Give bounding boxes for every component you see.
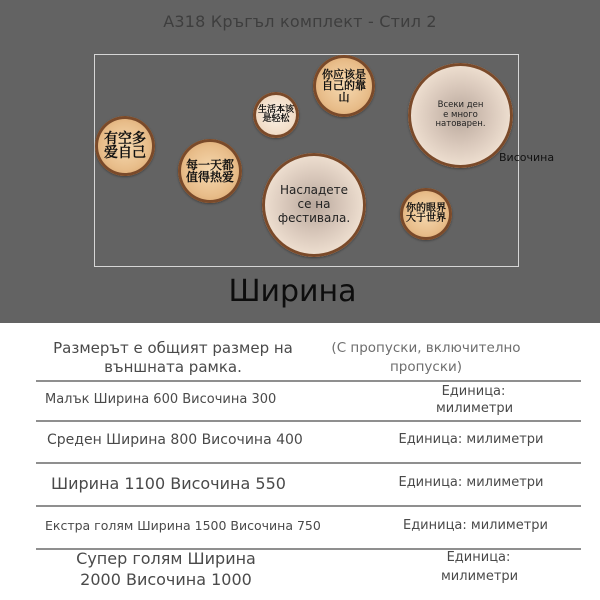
slice-caption: Всеки ден е много натоварен. (435, 99, 486, 130)
table-row (36, 548, 581, 592)
unit-cell: Единица: милиметри (398, 432, 544, 447)
size-table (0, 323, 600, 600)
unit-cell: Единица: милиметри (402, 518, 549, 533)
header-note: Размерът е общият размер на външната рамка. (53, 339, 293, 376)
wood-slice-4 (313, 55, 375, 117)
product-title: A318 Кръгъл комплект - Стил 2 (163, 12, 437, 31)
calligraphy-text: 每一天都值得热爱 (185, 157, 234, 184)
unit-cell: Единица: милиметри (441, 550, 519, 584)
calligraphy-text: 你的眼界大于世界 (406, 202, 446, 224)
table-header (36, 339, 581, 379)
wood-slice-1 (95, 116, 155, 176)
size-cell: Ширина 1100 Височина 550 (51, 474, 286, 493)
calligraphy-text: 你应该是自己的靠山 (322, 68, 366, 104)
calligraphy-text: 有空多爱自己 (104, 130, 146, 161)
unit-cell: Единица: милиметри (398, 475, 544, 490)
divider (36, 420, 581, 422)
width-dimension-label: Ширина (228, 274, 357, 309)
divider (36, 462, 581, 464)
wood-slice-3 (253, 92, 299, 138)
header-gap-note: (С пропуски, включително пропуски) (331, 340, 521, 375)
wood-slice-6 (408, 63, 513, 168)
wood-slice-2 (178, 139, 242, 203)
divider (36, 505, 581, 507)
calligraphy-text: 生活本该是轻松 (257, 104, 294, 124)
table-row (36, 383, 581, 423)
size-cell: Среден Ширина 800 Височина 400 (47, 432, 303, 448)
size-cell: Супер голям Ширина 2000 Височина 1000 (76, 549, 256, 589)
size-cell: Малък Ширина 600 Височина 300 (45, 392, 277, 407)
wood-slice-7 (400, 188, 452, 240)
slice-caption: Наслaдете се на фестивала. (277, 183, 351, 225)
table-row (36, 432, 581, 452)
height-dimension-label: Височина (499, 151, 555, 164)
divider (36, 380, 581, 382)
table-row (36, 518, 581, 538)
wood-slice-5 (262, 153, 366, 257)
table-row (36, 474, 581, 496)
unit-cell: Единица: милиметри (436, 384, 514, 416)
size-cell: Екстра голям Ширина 1500 Височина 750 (45, 518, 321, 533)
